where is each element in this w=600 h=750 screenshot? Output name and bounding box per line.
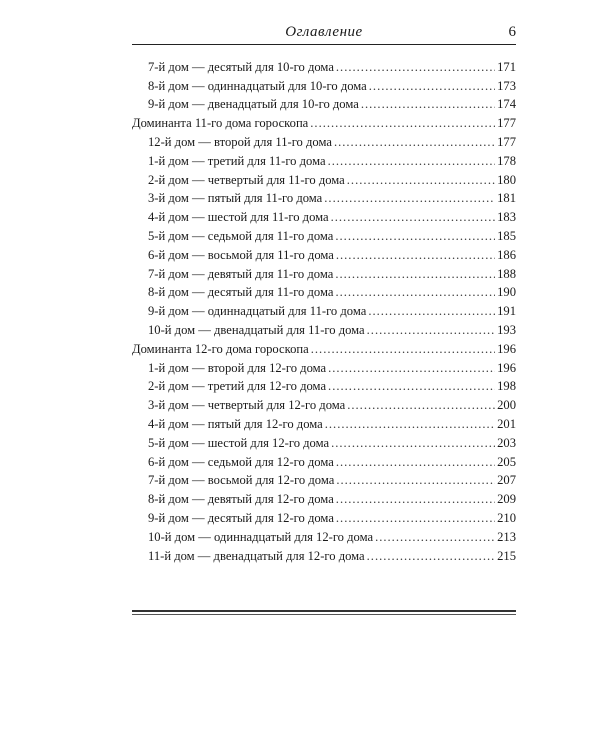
toc-entry-title: 1-й дом — третий для 11-го дома	[148, 153, 326, 168]
toc-entry-title: 7-й дом — десятый для 10-го дома	[148, 59, 334, 74]
toc-entry-page: 185	[497, 228, 516, 243]
toc-entry-row	[132, 451, 516, 470]
toc-entry-page: 174	[497, 97, 516, 112]
toc-entry-page: 196	[497, 341, 516, 356]
dot-leader	[367, 548, 495, 564]
dot-leader	[325, 416, 495, 432]
dot-leader	[336, 491, 495, 507]
toc-entry-page: 193	[497, 322, 516, 337]
toc-entry-page: 191	[497, 304, 516, 319]
table-of-contents	[132, 56, 516, 564]
toc-entry-row	[132, 282, 516, 301]
toc-entry-row	[132, 225, 516, 244]
toc-entry-title: 8-й дом — десятый для 11-го дома	[148, 285, 334, 300]
toc-entry-row	[132, 413, 516, 432]
toc-entry-row	[132, 131, 516, 150]
toc-entry-title: Доминанта 12-го дома гороскопа	[132, 341, 309, 356]
dot-leader	[328, 360, 495, 376]
toc-entry-row	[132, 206, 516, 225]
dot-leader	[334, 134, 495, 150]
dot-leader	[336, 472, 495, 488]
toc-entry-page: 205	[497, 454, 516, 469]
dot-leader	[335, 284, 495, 300]
footer-rule-thin	[132, 614, 516, 615]
toc-entry-page: 209	[497, 492, 516, 507]
toc-entry-title: 2-й дом — четвертый для 11-го дома	[148, 172, 345, 187]
toc-entry-title: 11-й дом — двенадцатый для 12-го дома	[148, 548, 365, 563]
toc-entry-row	[132, 507, 516, 526]
toc-entry-title: 1-й дом — второй для 12-го дома	[148, 360, 327, 375]
toc-entry-title: 7-й дом — девятый для 11-го дома	[148, 266, 334, 281]
dot-leader	[336, 59, 495, 75]
toc-entry-page: 183	[497, 210, 516, 225]
toc-entry-page: 198	[497, 379, 516, 394]
dot-leader	[324, 190, 495, 206]
toc-entry-row	[132, 357, 516, 376]
toc-entry-row	[132, 432, 516, 451]
toc-entry-title: 8-й дом — одиннадцатый для 10-го дома	[148, 78, 367, 93]
dot-leader	[375, 529, 495, 545]
dot-leader	[361, 96, 495, 112]
toc-entry-page: 181	[497, 191, 516, 206]
dot-leader	[335, 266, 495, 282]
toc-entry-row	[132, 470, 516, 489]
toc-entry-row	[132, 188, 516, 207]
toc-entry-row	[132, 75, 516, 94]
dot-leader	[331, 435, 495, 451]
toc-entry-title: 5-й дом — седьмой для 11-го дома	[148, 228, 334, 243]
toc-entry-page: 188	[497, 266, 516, 281]
toc-entry-row	[132, 94, 516, 113]
toc-entry-title: 6-й дом — восьмой для 11-го дома	[148, 247, 334, 262]
toc-entry-row	[132, 545, 516, 564]
dot-leader	[335, 228, 495, 244]
toc-entry-page: 177	[497, 134, 516, 149]
toc-entry-title: 9-й дом — десятый для 12-го дома	[148, 510, 334, 525]
toc-entry-page: 171	[497, 59, 516, 74]
toc-entry-row	[132, 526, 516, 545]
toc-entry-title: 10-й дом — одиннадцатый для 12-го дома	[148, 529, 374, 544]
toc-entry-title: Доминанта 11-го дома гороскопа	[132, 116, 309, 131]
dot-leader	[336, 454, 495, 470]
toc-entry-title: 5-й дом — шестой для 12-го дома	[148, 435, 330, 450]
toc-entry-row	[132, 376, 516, 395]
toc-entry-title: 7-й дом — восьмой для 12-го дома	[148, 473, 335, 488]
dot-leader	[369, 78, 495, 94]
toc-entry-page: 207	[497, 473, 516, 488]
dot-leader	[368, 303, 495, 319]
toc-entry-row	[132, 300, 516, 319]
toc-entry-title: 4-й дом — шестой для 11-го дома	[148, 210, 329, 225]
toc-entry-page: 203	[497, 435, 516, 450]
toc-entry-row	[132, 488, 516, 507]
toc-entry-page: 178	[497, 153, 516, 168]
dot-leader	[347, 172, 495, 188]
toc-entry-page: 173	[497, 78, 516, 93]
toc-entry-title: 3-й дом — пятый для 11-го дома	[148, 191, 323, 206]
toc-entry-title: 6-й дом — седьмой для 12-го дома	[148, 454, 334, 469]
page-number: 6	[508, 24, 516, 40]
dot-leader	[328, 153, 496, 169]
toc-entry-page: 180	[497, 172, 516, 187]
dot-leader	[336, 510, 495, 526]
toc-entry-row	[132, 263, 516, 282]
toc-section-row	[132, 338, 516, 357]
toc-entry-row	[132, 150, 516, 169]
toc-entry-page: 210	[497, 510, 516, 525]
toc-entry-page: 177	[497, 116, 516, 131]
header-rule	[132, 44, 516, 45]
toc-entry-row	[132, 56, 516, 75]
toc-entry-title: 12-й дом — второй для 11-го дома	[148, 134, 332, 149]
toc-section-row	[132, 112, 516, 131]
toc-entry-page: 213	[497, 529, 516, 544]
toc-entry-page: 186	[497, 247, 516, 262]
dot-leader	[328, 378, 495, 394]
toc-entry-title: 2-й дом — третий для 12-го дома	[148, 379, 327, 394]
dot-leader	[310, 115, 495, 131]
dot-leader	[336, 247, 495, 263]
toc-entry-page: 200	[497, 398, 516, 413]
toc-entry-row	[132, 319, 516, 338]
running-header	[132, 24, 516, 44]
toc-entry-title: 4-й дом — пятый для 12-го дома	[148, 416, 323, 431]
toc-entry-page: 190	[497, 285, 516, 300]
toc-entry-title: 8-й дом — девятый для 12-го дома	[148, 492, 334, 507]
footer-rule	[132, 610, 516, 612]
toc-entry-page: 215	[497, 548, 516, 563]
toc-entry-row	[132, 394, 516, 413]
toc-entry-row	[132, 169, 516, 188]
toc-entry-title: 10-й дом — двенадцатый для 11-го дома	[148, 322, 365, 337]
dot-leader	[311, 341, 495, 357]
toc-entry-page: 201	[497, 416, 516, 431]
toc-entry-title: 9-й дом — одиннадцатый для 11-го дома	[148, 304, 367, 319]
toc-entry-title: 9-й дом — двенадцатый для 10-го дома	[148, 97, 359, 112]
toc-entry-page: 196	[497, 360, 516, 375]
running-header-title: Оглавление	[285, 24, 363, 40]
dot-leader	[347, 397, 495, 413]
dot-leader	[331, 209, 496, 225]
dot-leader	[367, 322, 495, 338]
toc-entry-row	[132, 244, 516, 263]
toc-entry-title: 3-й дом — четвертый для 12-го дома	[148, 398, 346, 413]
